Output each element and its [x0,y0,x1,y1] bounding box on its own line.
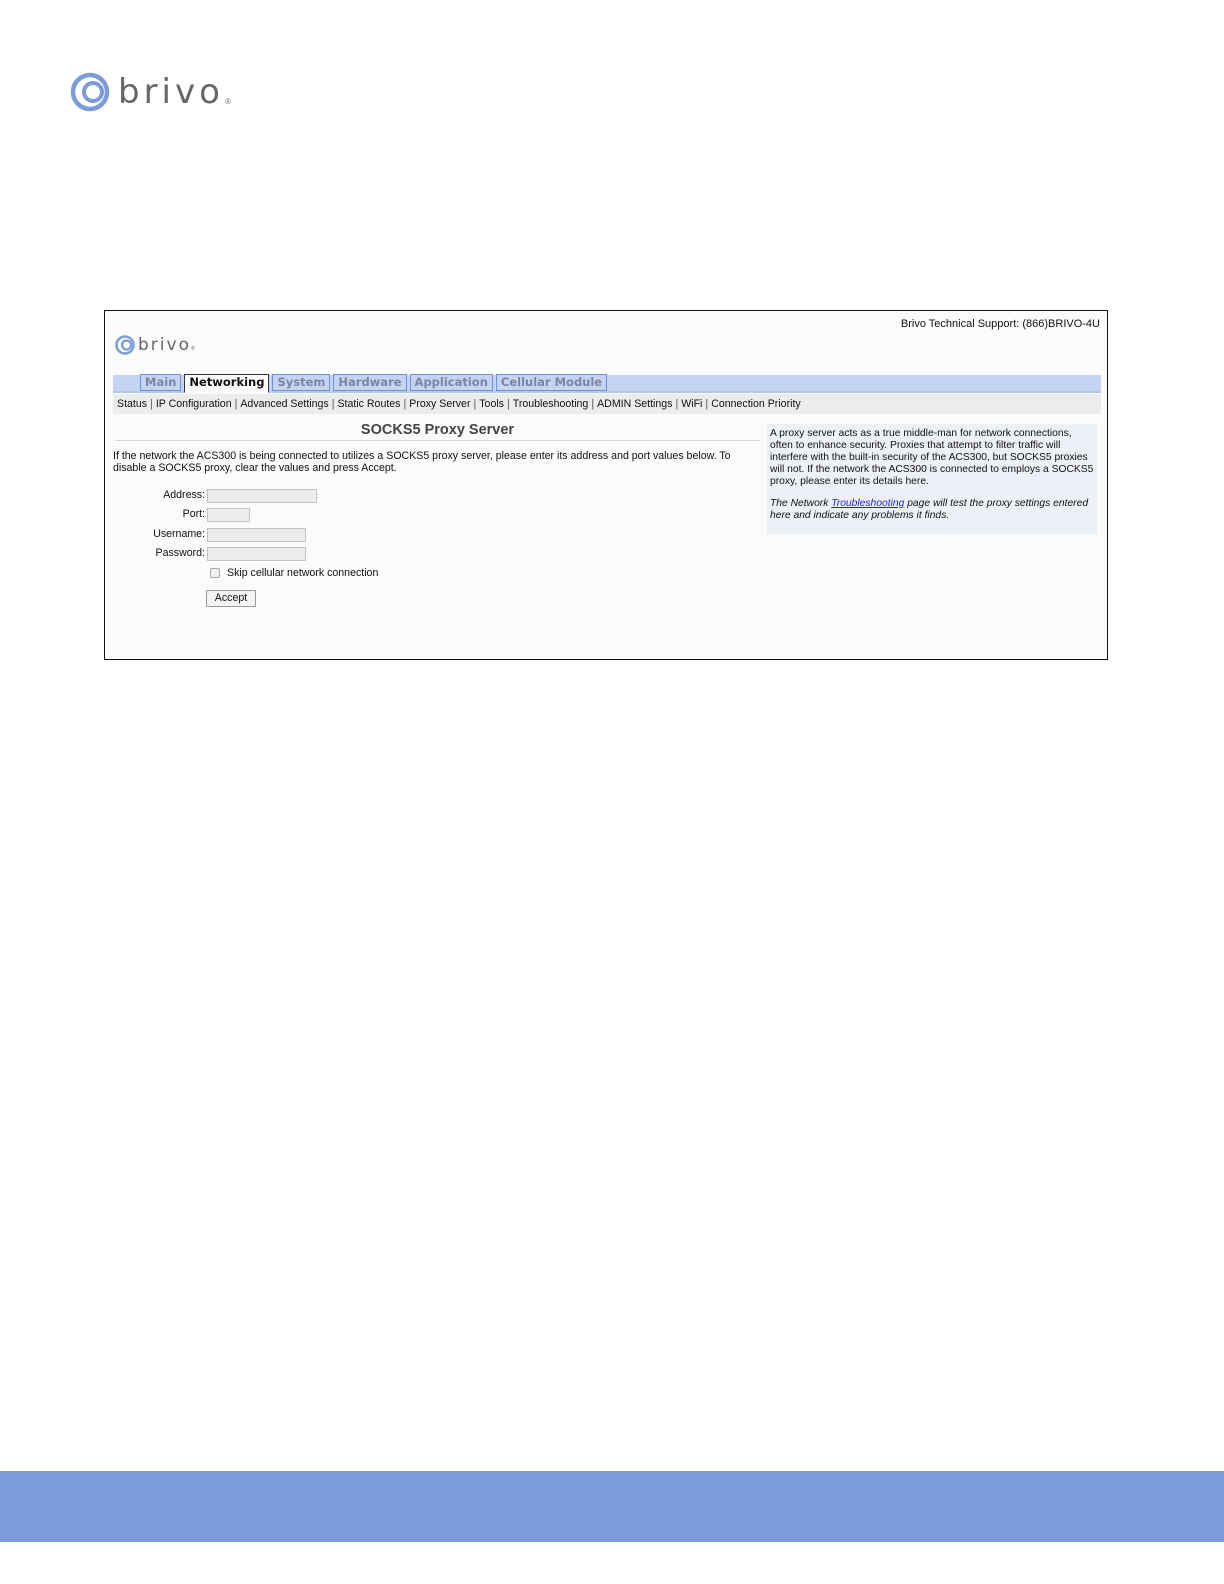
subnav-wifi[interactable]: WiFi [681,398,703,410]
subnav-advanced-settings[interactable]: Advanced Settings [240,398,329,410]
technical-support-text: Brivo Technical Support: (866)BRIVO-4U [900,318,1100,330]
subnav-separator: | [403,398,407,410]
subnav-tools[interactable]: Tools [479,398,504,410]
page-title: SOCKS5 Proxy Server [115,422,760,441]
brivo-logo-icon [115,335,135,355]
address-label: Address: [163,489,205,501]
subnav-separator: | [150,398,153,410]
tab-networking[interactable]: Networking [184,374,269,393]
subnav-static-routes[interactable]: Static Routes [337,398,401,410]
password-label: Password: [155,547,205,559]
subnav-separator: | [234,398,238,410]
footer-band [0,1471,1224,1542]
subnav-separator: | [473,398,477,410]
intro-text: If the network the ACS300 is being connected to utilizes a SOCKS5 proxy server, please enter its address and port values below. To disable a SOCKS5 proxy, clear the values and press Accept. [113,450,731,474]
subnav-separator: | [705,398,709,410]
tab-application[interactable]: Application [410,374,493,391]
username-label: Username: [153,528,205,540]
note-text-before: The Network [770,498,832,509]
subnav-troubleshooting[interactable]: Troubleshooting [512,398,589,410]
screenshot-brivo-logo [115,335,195,355]
proxy-server-screenshot [104,310,1108,660]
subnav-separator: | [331,398,335,410]
port-label: Port: [182,508,205,520]
tab-main[interactable]: Main [140,374,181,391]
brivo-logo [70,70,231,114]
tab-system[interactable]: System [272,374,330,391]
address-input[interactable] [207,489,317,503]
troubleshooting-note [770,498,1094,522]
tab-hardware[interactable]: Hardware [333,374,406,391]
skip-cellular-checkbox[interactable] [210,568,220,578]
note-text-after: page will test the proxy settings entered here and indicate any problems it finds. [770,498,1089,521]
subnav-separator: | [591,398,595,410]
accept-button[interactable]: Accept [206,590,256,607]
troubleshooting-link[interactable]: Troubleshooting [831,498,905,509]
skip-cellular-label: Skip cellular network connection [227,567,379,579]
registered-mark: ® [224,97,231,106]
subnav-connection-priority[interactable]: Connection Priority [711,398,801,410]
tab-cellular-module[interactable]: Cellular Module [496,374,607,391]
subnav-separator: | [675,398,679,410]
brivo-logo-text: brivo [138,335,191,355]
subnav-status[interactable]: Status [117,398,148,410]
subnav-admin-settings[interactable]: ADMIN Settings [597,398,673,410]
subnav-ip-configuration[interactable]: IP Configuration [155,398,232,410]
password-input[interactable] [207,547,306,561]
subnav-separator: | [506,398,510,410]
proxy-help-text: A proxy server acts as a true middle-man for network connections, often to enhance security. Proxies that attempt to filter traffic will interfere with the built-in security of the ACS300, but SOCKS5 proxies will not. If the network the ACS300 is connected to employs a SOCKS5 proxy, please enter its details here. [770,428,1094,487]
brivo-logo-text: brivo [118,72,224,112]
registered-mark: ® [190,346,195,352]
port-input[interactable] [207,508,250,522]
subnav-proxy-server[interactable]: Proxy Server [409,398,471,410]
main-tabs [140,374,607,393]
brivo-logo-icon [70,72,110,112]
networking-subnav [113,394,1101,414]
username-input[interactable] [207,528,306,542]
proxy-help-panel [767,424,1097,534]
